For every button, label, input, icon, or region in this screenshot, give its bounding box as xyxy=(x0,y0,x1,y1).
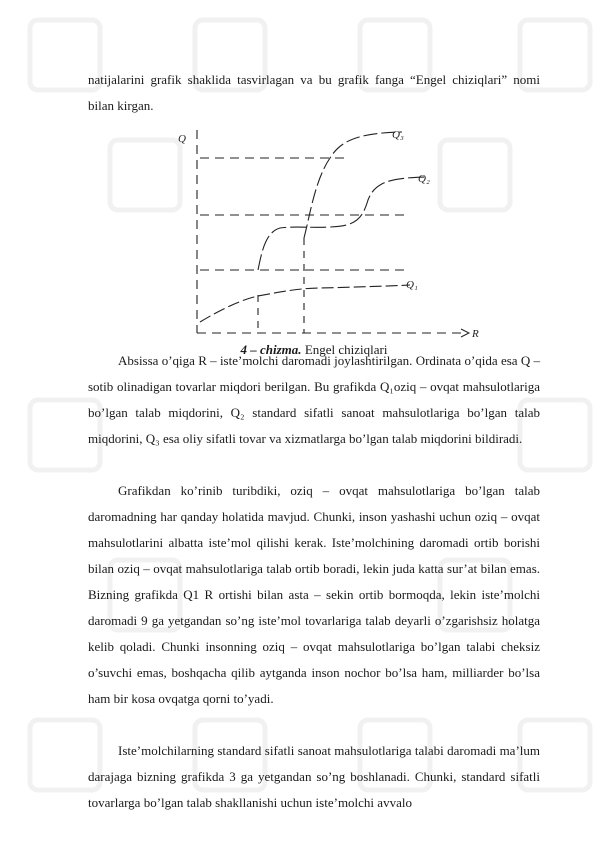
paragraph-standard-goods: Iste’molchilarning standard sifatli sanoat mahsulotlariga talabi daromadi ma’lum darajaga bizning grafikda 3 ga yetgandan so’ng boshlanadi. Chunki, standard sifatli tovarlarga bo’lgan talab shakllanishi uchun iste’molchi avvalo xyxy=(88,743,540,810)
x-axis-arrow xyxy=(461,329,469,337)
curve-q2 xyxy=(258,177,425,270)
curve-label-q1: Q₁ xyxy=(406,279,418,291)
engel-curves-figure xyxy=(170,120,490,342)
curve-label-q2: Q₂ xyxy=(418,173,430,185)
y-axis-label: Q xyxy=(178,133,186,145)
paragraph-food-demand: Grafikdan ko’rinib turibdiki, oziq – ovqat mahsulotlariga bo’lgan talab daromadning har qanday holatida mavjud. Chunki, inson yashashi uchun oziq – ovqat mahsulotlarini albatta iste’mol qilishi kerak. Iste’molchining daromadi ortib borishi bilan oziq – ovqat mahsulotlariga talab ortib boradi, lekin juda katta sur’at bilan emas. Bizning grafikda Q1 R ortishi bilan asta – sekin ortib bormoqda, lekin iste’molchi daromadi 9 ga yetgandan so’ng iste’mol tovarlariga talab deyarli o’zgarishsiz holatga kelib qoladi. Chunki insonning oziq – ovqat mahsulotlariga bo’lgan talabi cheksiz o’suvchi emas, boshqacha qilib aytganda inson nochor bo’lsa ham, milliarder bo’lsa ham bir kosa ovqatga qorni to’yadi. xyxy=(88,483,540,706)
figure-caption-text: Engel chiziqlari xyxy=(304,342,388,357)
curve-label-q3: Q₃ xyxy=(392,129,404,141)
intro-paragraph: natijalarini grafik shaklida tasvirlagan va bu grafik fanga “Engel chiziqlari” nomi bilan kirgan. xyxy=(88,72,540,113)
x-axis-label: R xyxy=(472,328,479,340)
curve-q1 xyxy=(200,285,410,322)
figure-caption-number: 4 – chizma. xyxy=(240,342,302,357)
paragraph-axes: Absissa o’qiga R – iste’molchi daromadi joylashtirilgan. Ordinata o’qida esa Q – sotib olinadigan tovarlar miqdori berilgan. Bu grafikda Q₁oziq – ovqat mahsulotlariga bo’lgan talab miqdorini, Q₂ standard sifatli sanoat mahsulotlariga bo’lgan talab miqdorini, Q₃ esa oliy sifatli tovar va xizmatlarga bo’lgan talab miqdorini bildiradi. xyxy=(88,353,540,446)
